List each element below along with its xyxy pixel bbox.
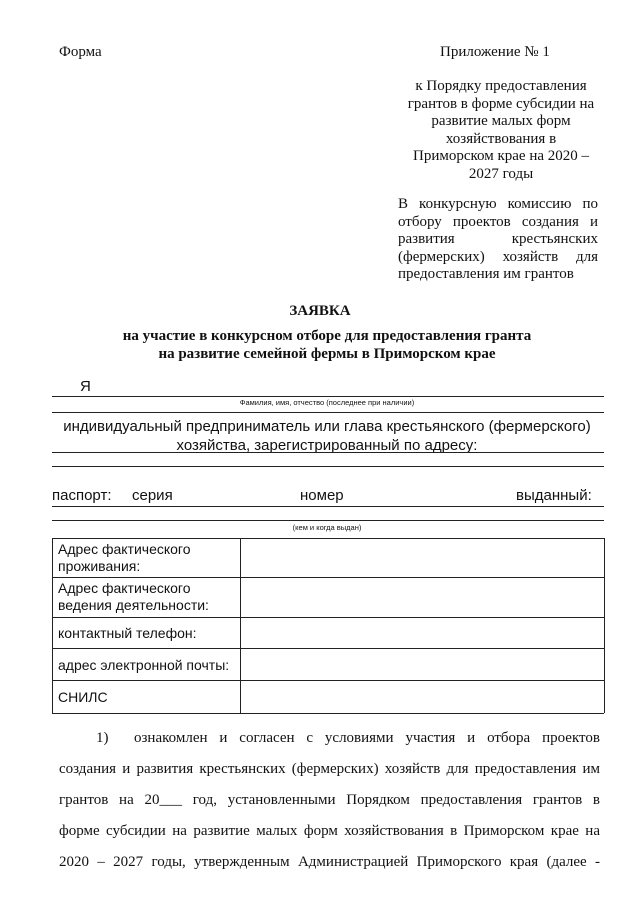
issued-line: [52, 520, 604, 521]
table-row-label: [58, 580, 209, 614]
appendix-line: хозяйствования в: [445, 130, 557, 147]
form-label: Форма: [59, 44, 102, 60]
document-title: ЗАЯВКА: [289, 303, 351, 319]
body-line: ознакомлен и согласен с условиями участия и отбора проектов: [134, 730, 600, 746]
addressee-line: (фермерских) хозяйств для: [398, 248, 598, 265]
address-line-1: [52, 452, 604, 453]
passport-label: паспорт:: [52, 487, 112, 504]
appendix-title: Приложение № 1: [440, 44, 550, 60]
business-address-field[interactable]: [241, 578, 603, 616]
row-label-line: Адрес фактического: [58, 541, 191, 557]
ip-line-1: индивидуальный предприниматель или глава крестьянского (фермерского): [63, 418, 591, 435]
issued-label: выданный:: [516, 487, 592, 504]
body-line: 2020 – 2027 годы, утвержденным Администрацией Приморского края (далее -: [59, 854, 600, 870]
table-right-border: [604, 538, 605, 713]
appendix-line: к Порядку предоставления: [415, 78, 587, 94]
fio-line: [52, 396, 604, 397]
body-line: грантов на 20___ год, установленными Порядком предоставления грантов в: [59, 792, 600, 808]
item-number: 1): [96, 730, 109, 746]
document-subtitle-2: на развитие семейной фермы в Приморском крае: [158, 346, 496, 362]
residence-address-field[interactable]: [241, 539, 603, 576]
body-line: создания и развития крестьянских (фермерских) хозяйств для предоставления им: [59, 761, 600, 777]
passport-line: [52, 506, 604, 507]
addressee-line: В конкурсную комиссию по: [398, 196, 598, 212]
table-row-label: [58, 541, 191, 575]
appendix-reference: [396, 78, 606, 183]
ip-text: [0, 417, 640, 455]
appendix-line: Приморском крае на 2020 –: [412, 148, 590, 164]
addressee-line: отбору проектов создания и: [398, 213, 598, 230]
document-subtitle-1: на участие в конкурсном отборе для предоставления гранта: [122, 328, 532, 344]
row-label-line: Адрес фактического: [58, 580, 191, 596]
table-left-border: [52, 538, 53, 713]
body-line: форме субсидии на развитие малых форм хозяйствования в Приморском крае на: [59, 823, 600, 839]
appendix-line: грантов в форме субсидии на: [407, 95, 595, 112]
addressee-line: развития крестьянских: [398, 231, 598, 247]
number-label: номер: [300, 487, 344, 504]
email-field[interactable]: [241, 649, 603, 679]
ip-line-2: хозяйства, зарегистрированный по адресу:: [176, 437, 478, 454]
appendix-line: 2027 годы: [468, 165, 534, 182]
appendix-line: развитие малых форм: [431, 113, 571, 129]
table-row-label: контактный телефон:: [58, 625, 197, 641]
fio-underline: [52, 412, 604, 413]
table-row-label: адрес электронной почты:: [58, 657, 230, 673]
fio-hint: Фамилия, имя, отчество (последнее при наличии): [239, 398, 415, 407]
address-line-2: [52, 466, 604, 467]
row-label-line: проживания:: [58, 558, 141, 574]
addressee-block: [398, 196, 598, 284]
snils-field[interactable]: [241, 681, 603, 712]
issued-hint: (кем и когда выдан): [292, 523, 362, 532]
addressee-line: предоставления им грантов: [398, 266, 574, 282]
table-row-label: СНИЛС: [58, 689, 108, 705]
series-label: серия: [132, 487, 173, 504]
table-bottom-border: [52, 713, 604, 714]
phone-field[interactable]: [241, 618, 603, 647]
ya-label: Я: [80, 378, 91, 395]
row-label-line: ведения деятельности:: [58, 597, 209, 613]
